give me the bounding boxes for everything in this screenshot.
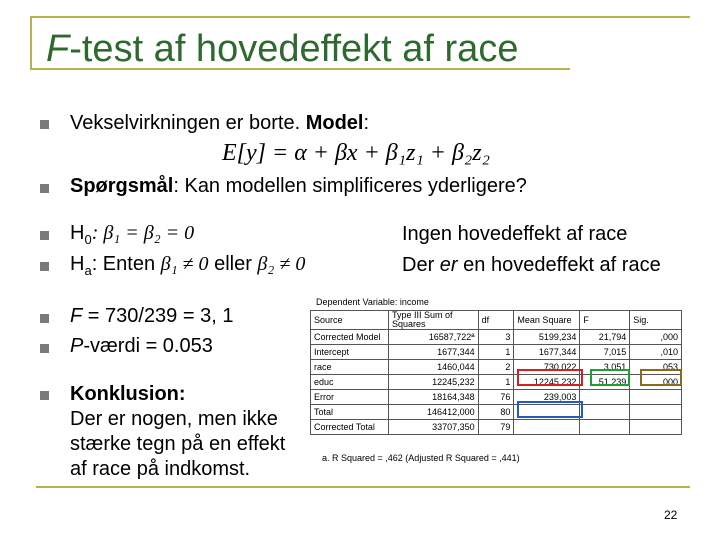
table-cell: 1	[478, 375, 514, 390]
table-cell: ,000	[630, 375, 682, 390]
model-equation: E[y] = α + βx + β₁z₁ + β₂z₂	[222, 140, 490, 166]
table-cell: 730,022	[514, 360, 580, 375]
table-header-cell: Type III Sum of Squares	[388, 311, 478, 330]
table-cell: 80	[478, 405, 514, 420]
table-cell: 12245,232	[514, 375, 580, 390]
table-cell: 18164,348	[388, 390, 478, 405]
table-header-cell: df	[478, 311, 514, 330]
page-number: 22	[664, 508, 678, 522]
bullet-p-value: P-værdi = 0.053	[70, 335, 213, 357]
table-cell: 76	[478, 390, 514, 405]
table-cell	[580, 390, 630, 405]
table-cell: ,000	[630, 330, 682, 345]
table-cell: educ	[311, 375, 389, 390]
bullet-f-value: F = 730/239 = 3, 1	[70, 305, 234, 327]
table-cell: ,010	[630, 345, 682, 360]
h0-meaning: Ingen hovedeffekt af race	[402, 223, 628, 245]
bullet-ha: $H_a$: Enten β₁ ≠ 0 eller β₂ ≠ 0	[70, 253, 306, 278]
table-cell: 146412,000	[388, 405, 478, 420]
table-row	[311, 345, 682, 360]
highlight-error-mean-square	[517, 401, 583, 418]
table-cell: 3,051	[580, 360, 630, 375]
table-cell: 21,794	[580, 330, 630, 345]
table-row	[311, 420, 682, 435]
bullet-marker	[40, 314, 49, 323]
table-cell: 33707,350	[388, 420, 478, 435]
table-row	[311, 405, 682, 420]
table-cell: Corrected Total	[311, 420, 389, 435]
spss-caption: Dependent Variable: income	[316, 297, 429, 307]
table-cell: Error	[311, 390, 389, 405]
bullet-marker	[40, 231, 49, 240]
table-cell: 7,015	[580, 345, 630, 360]
table-cell	[630, 390, 682, 405]
footer-rule	[36, 486, 690, 488]
table-cell	[630, 405, 682, 420]
table-row	[311, 390, 682, 405]
spss-footnote: a. R Squared = ,462 (Adjusted R Squared = ,441)	[322, 453, 520, 463]
table-cell: 1677,344	[388, 345, 478, 360]
bullet-marker	[40, 184, 49, 193]
bullet-marker	[40, 262, 49, 271]
table-cell: 1460,044	[388, 360, 478, 375]
table-cell: 79	[478, 420, 514, 435]
bullet-marker	[40, 344, 49, 353]
bullet-question: Spørgsmål: Kan modellen simplificeres yderligere?	[70, 175, 527, 197]
table-row	[311, 330, 682, 345]
table-cell: ,053	[630, 360, 682, 375]
table-header-cell: Mean Square	[514, 311, 580, 330]
table-cell: 51,239	[580, 375, 630, 390]
table-header-cell: F	[580, 311, 630, 330]
table-header-row	[311, 311, 682, 330]
title-rule-top	[30, 16, 690, 18]
table-cell	[514, 420, 580, 435]
table-cell: 12245,232	[388, 375, 478, 390]
table-cell: race	[311, 360, 389, 375]
table-cell	[630, 420, 682, 435]
ha-meaning: Der er en hovedeffekt af race	[402, 254, 661, 276]
table-cell: 1	[478, 345, 514, 360]
table-cell: 239,003	[514, 390, 580, 405]
title-rule-left	[30, 16, 32, 68]
highlight-race-f	[590, 369, 630, 386]
table-cell: 2	[478, 360, 514, 375]
slide-title: F-test af hovedeffekt af race	[46, 28, 519, 70]
table-cell	[580, 420, 630, 435]
table-cell: Total	[311, 405, 389, 420]
table-cell: Corrected Model	[311, 330, 389, 345]
conclusion: Konklusion: Der er nogen, men ikke stærke tegn på en effekt af race på indkomst.	[70, 383, 286, 480]
table-header-cell: Source	[311, 311, 389, 330]
bullet-marker	[40, 391, 49, 400]
table-header-cell: Sig.	[630, 311, 682, 330]
table-cell: 3	[478, 330, 514, 345]
table-cell	[580, 405, 630, 420]
table-cell: 16587,722ª	[388, 330, 478, 345]
table-cell: 1677,344	[514, 345, 580, 360]
highlight-race-mean-square	[517, 369, 583, 386]
highlight-race-sig	[640, 369, 682, 386]
bullet-marker	[40, 120, 49, 129]
bullet-h0: $H_0$: β₁ = β₂ = 0	[70, 222, 195, 247]
table-cell: Intercept	[311, 345, 389, 360]
table-cell: 5199,234	[514, 330, 580, 345]
bullet-model: Vekselvirkningen er borte. Model:	[70, 112, 370, 134]
